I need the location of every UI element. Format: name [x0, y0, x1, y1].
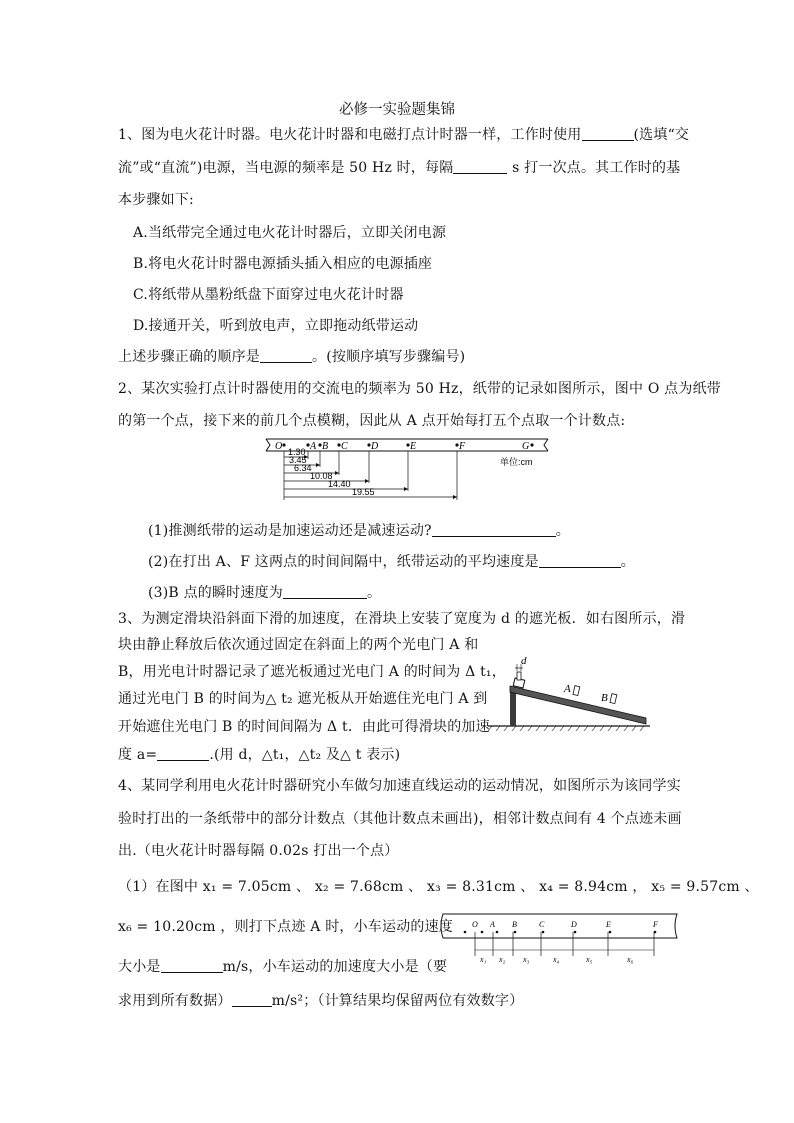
q4-line2: 验时打出的一条纸带中的部分计数点（其他计数点未画出)，相邻计数点间有 4 个点迹未画 [118, 811, 682, 827]
distance-label-4: 10.08 [310, 471, 333, 481]
point-B-label: B [322, 441, 329, 452]
photogate-b-label: B [601, 692, 608, 704]
q2-blank-avg-speed[interactable] [539, 553, 621, 568]
distance-label-6: 19.55 [352, 487, 375, 497]
q1-line1: 1、图为电火花计时器。电火花计时器和电磁打点计时器一样，工作时使用 (选填“交 [118, 127, 690, 143]
q1-step-b: B.将电火花计时器电源插头插入相应的电源插座 [133, 256, 433, 272]
q4-point-E: E [606, 920, 611, 929]
distance-label-2: 3.45 [289, 455, 307, 465]
q3-line2: 块由静止释放后依次通过固定在斜面上的两个光电门 A 和 [118, 637, 479, 653]
page-title: 必修一实验题集锦 [339, 102, 455, 118]
point-F-label: F [459, 441, 466, 452]
distance-label-5: 14.40 [328, 479, 351, 489]
q1-blank-order[interactable] [260, 348, 312, 363]
q2-line2: 的第一个点，接下来的前几个点模糊，因此从 A 点开始每打五个点取一个计数点: [118, 413, 626, 429]
tape-left-cut [266, 439, 270, 451]
q3-blank-acceleration[interactable] [157, 746, 209, 761]
q4-blank-speed[interactable] [161, 958, 223, 973]
q4-line6: 大小是 m/s，小车运动的加速度大小是（要 [118, 959, 448, 975]
q3-incline-figure [486, 654, 654, 732]
q1-order: 上述步骤正确的顺序是 。(按顺序填写步骤编号) [118, 349, 466, 365]
q1-step-c: C.将纸带从墨粉纸盘下面穿过电火花计时器 [133, 287, 404, 303]
q4-point-D: D [571, 920, 577, 929]
q2-sub1: (1)推测纸带的运动是加速运动还是减速运动? 。 [148, 523, 570, 539]
q1-blank-power[interactable] [582, 126, 634, 141]
shading-plate [517, 672, 521, 680]
point-D-label: D [371, 441, 379, 452]
q3-line4: 通过光电门 B 的时间为△ t₂ 遮光板从开始遮住光电门 A 到 [118, 691, 488, 707]
q2-sub3: (3)B 点的瞬时速度为 。 [148, 585, 382, 601]
point-A-label: A [310, 441, 317, 452]
q4-line7: 求用到所有数据） m/s²；（计算结果均保留两位有效数字） [118, 993, 524, 1009]
q1-line3: 本步骤如下: [118, 192, 194, 208]
q4-line1: 4、某同学利用电火花计时器研究小车做匀加速直线运动的运动情况，如图所示为该同学实 [118, 778, 681, 794]
segment-marks [475, 932, 654, 956]
photogate-a [573, 686, 580, 696]
q2-blank-motion[interactable] [432, 522, 556, 537]
q3-line1: 3、为测定滑块沿斜面下滑的加速度，在滑块上安装了宽度为 d 的遮光板．如右图所示，滑 [118, 611, 686, 627]
segment-x2: x₂ [499, 955, 506, 964]
ground-hatch [488, 726, 644, 731]
q1-line2: 流”或“直流”)电源，当电源的频率是 50 Hz 时，每隔 s 打一次点。其工作时的基 [118, 160, 681, 176]
segment-x3: x₃ [523, 955, 530, 964]
q1-step-d: D.接通开关，听到放电声，立即拖动纸带运动 [133, 318, 419, 334]
unit-label: 单位:cm [500, 457, 533, 467]
point-O-dot [282, 443, 285, 446]
point-O-label: O [275, 441, 283, 452]
width-label-d: d [521, 655, 527, 667]
q2-blank-b-speed[interactable] [283, 584, 367, 599]
segment-x6: x₆ [627, 955, 634, 964]
q1-blank-interval[interactable] [453, 159, 507, 174]
q4-tape-figure [437, 908, 685, 970]
q4-point-B: B [512, 920, 517, 929]
point-G-dot [530, 443, 533, 446]
q4-line4: （1）在图中 x₁ = 7.05cm 、 x₂ = 7.68cm 、 x₃ = 8.31cm 、 x₄ = 8.94cm ， x₅ = 9.57cm 、 [118, 879, 759, 895]
segment-x4: x₄ [553, 955, 560, 964]
photogate-b [610, 694, 617, 704]
q3-line3: B，用光电计时器记录了遮光板通过光电门 A 的时间为 Δ t₁， [118, 664, 506, 680]
q4-point-F: F [653, 920, 658, 929]
tape-right-cut [544, 439, 548, 451]
point-C-label: C [341, 441, 348, 452]
segment-x5: x₅ [586, 955, 593, 964]
point-E-label: E [410, 441, 417, 452]
support-post [510, 688, 516, 726]
q1-step-a: A.当纸带完全通过电火花计时器后，立即关闭电源 [133, 225, 447, 241]
tape-dots [464, 931, 657, 934]
q4-point-C: C [539, 920, 545, 929]
q4-point-A: A [490, 920, 495, 929]
point-G-label: G [522, 441, 530, 452]
q2-sub2: (2)在打出 A、F 这两点的时间间隔中，纸带运动的平均速度是 。 [148, 554, 635, 570]
distance-label-1: 1.30 [288, 447, 306, 457]
distance-label-3: 6.34 [294, 463, 312, 473]
segment-x1: x₁ [480, 955, 487, 964]
photogate-a-label: A [564, 683, 571, 695]
q2-tape-figure [262, 436, 562, 504]
q4-line5: x₆ = 10.20cm ，则打下点迹 A 时，小车运动的速度 [118, 919, 453, 935]
q4-point-O: O [472, 920, 478, 929]
q2-line1: 2、某次实验打点计时器使用的交流电的频率为 50 Hz，纸带的记录如图所示，图中 O 点为纸带 [118, 381, 721, 397]
q4-line3: 出.（电火花计时器每隔 0.02s 打出一个点） [118, 843, 399, 859]
q3-line6: 度 a= .(用 d，△t₁，△t₂ 及△ t 表示) [118, 747, 401, 763]
q4-blank-acceleration[interactable] [232, 992, 272, 1007]
q3-line5: 开始遮住光电门 B 的时间间隔为 Δ t．由此可得滑块的加速 [118, 719, 490, 735]
